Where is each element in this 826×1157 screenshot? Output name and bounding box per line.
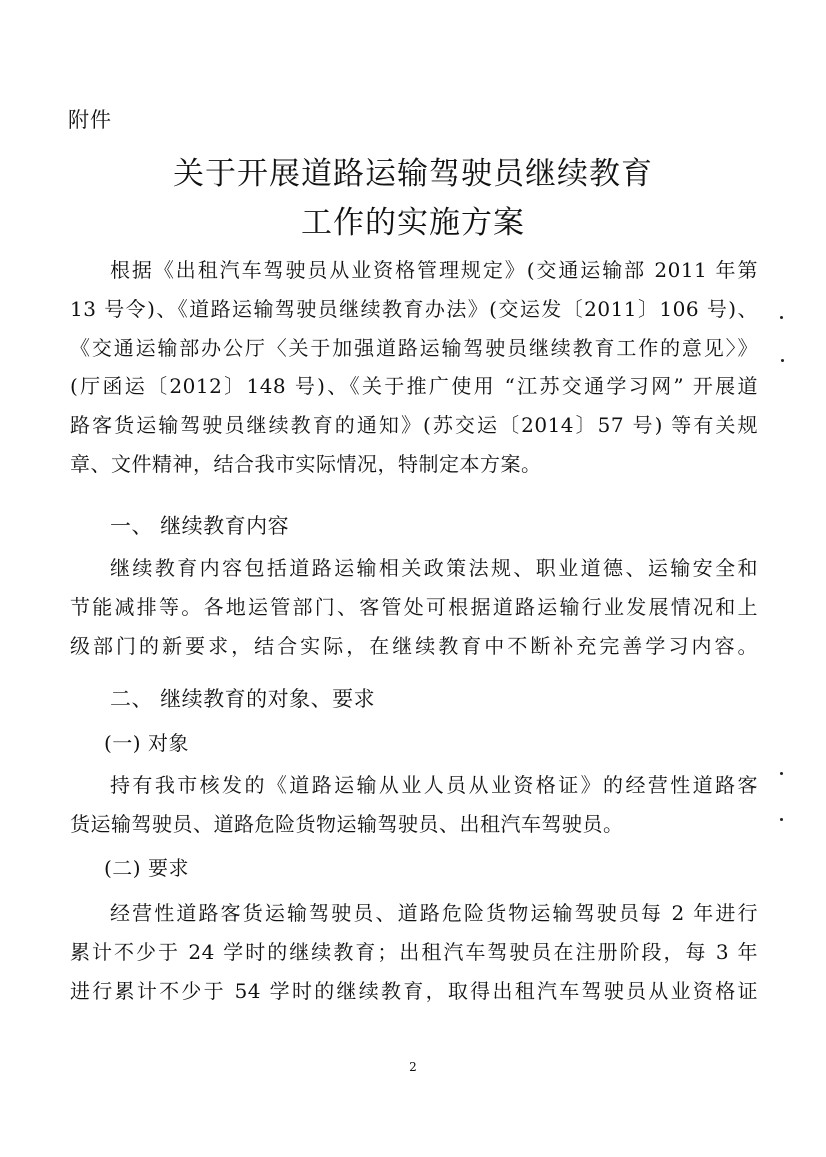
intro-line-1: 根据《出租汽车驾驶员从业资格管理规定》(交通运输部 2011 年第 [110,258,758,282]
section-1-line-2: 节能减排等。各地运管部门、客管处可根据道路运输行业发展情况和上 [70,595,758,619]
scan-speck [780,772,783,775]
scan-speck [781,359,784,362]
intro-line-5: 路客货运输驾驶员继续教育的通知》(苏交运〔2014〕57 号) 等有关规 [70,413,758,437]
subsection-1-line-1: 持有我市核发的《道路运输从业人员从业资格证》的经营性道路客 [110,773,758,797]
intro-line-4: (厅函运〔2012〕148 号)、《关于推广使用 “江苏交通学习网” 开展道 [70,374,758,398]
section-2-heading: 二、 继续教育的对象、要求 [110,687,376,711]
document-title-line-2: 工作的实施方案 [301,205,525,241]
subsection-2-line-2: 累计不少于 24 学时的继续教育；出租汽车驾驶员在注册阶段，每 3 年 [70,940,758,964]
subsection-2-line-1: 经营性道路客货运输驾驶员、道路危险货物运输驾驶员每 2 年进行 [110,901,758,925]
intro-line-6: 章、文件精神，结合我市实际情况，特制定本方案。 [70,452,542,476]
intro-line-2: 13 号令)、《道路运输驾驶员继续教育办法》(交运发〔2011〕106 号)、 [70,297,758,321]
scan-speck [780,316,783,319]
section-1-line-3: 级部门的新要求，结合实际，在继续教育中不断补充完善学习内容。 [70,634,758,658]
subsection-2-line-3: 进行累计不少于 54 学时的继续教育，取得出租汽车驾驶员从业资格证 [70,979,758,1003]
subsection-1-line-2: 货运输驾驶员、道路危险货物运输驾驶员、出租汽车驾驶员。 [70,812,624,836]
intro-line-3: 《交通运输部办公厅〈关于加强道路运输驾驶员继续教育工作的意见〉》 [70,336,758,360]
scan-speck [780,818,783,821]
subsection-2-heading: (二) 要求 [104,856,189,880]
document-title-line-1: 关于开展道路运输驾驶员继续教育 [173,156,653,192]
attachment-label: 附件 [68,108,112,132]
section-1-heading: 一、 继续教育内容 [110,514,290,538]
section-1-line-1: 继续教育内容包括道路运输相关政策法规、职业道德、运输安全和 [110,556,758,580]
subsection-1-heading: (一) 对象 [104,731,189,755]
page-number: 2 [409,1060,417,1074]
